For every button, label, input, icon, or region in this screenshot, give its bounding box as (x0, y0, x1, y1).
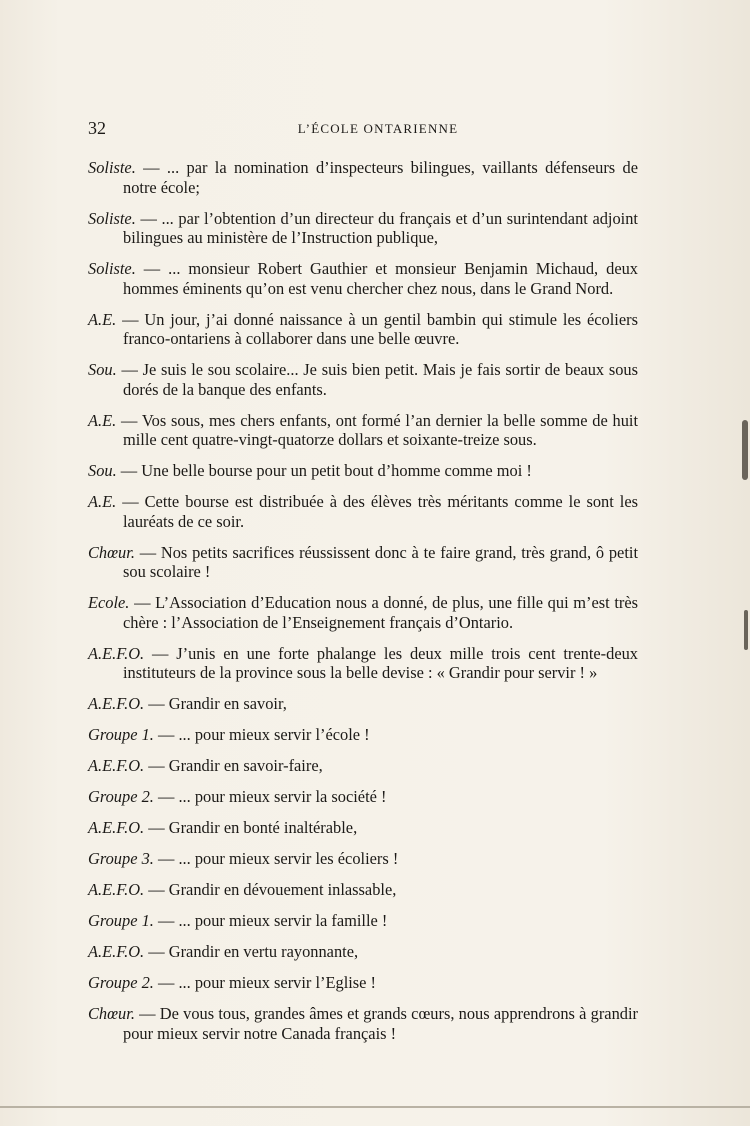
dialogue-line (88, 259, 638, 298)
line-text: — ... pour mieux servir l’Eglise ! (157, 973, 377, 992)
speaker-label: Groupe 1. (88, 725, 154, 744)
line-text: — ... par l’obtention d’un directeur du français et d’un surintendant adjoint bilingues au ministère de l’Instruction publique, (123, 208, 638, 247)
speaker-label: Ecole. (88, 593, 130, 612)
line-text: — ... pour mieux servir la famille ! (157, 911, 388, 930)
speaker-label: Soliste. (88, 259, 136, 278)
dialogue-line (88, 411, 638, 450)
running-title: L’ÉCOLE ONTARIENNE (297, 121, 459, 136)
line-text: — J’unis en une forte phalange les deux mille trois cent trente-deux instituteurs de la province sous la belle devise : « Grandir pour servir ! » (123, 643, 638, 682)
binding-edge-mark (744, 610, 748, 650)
line-text: — Grandir en bonté inaltérable, (148, 818, 358, 837)
line-text: — Grandir en savoir, (148, 694, 287, 713)
speaker-label: A.E. (88, 492, 117, 511)
binding-edge-mark (742, 420, 748, 480)
line-text: — ... pour mieux servir la société ! (157, 787, 387, 806)
dialogue-line (88, 593, 638, 632)
line-text: — ... par la nomination d’inspecteurs bilingues, vaillants défenseurs de notre école; (123, 158, 638, 197)
dialogue-line (88, 725, 638, 745)
line-text: — ... pour mieux servir les écoliers ! (157, 849, 399, 868)
speaker-label: A.E.F.O. (88, 694, 145, 713)
speaker-label: A.E. (88, 410, 117, 430)
speaker-label: Chœur. (88, 542, 135, 562)
line-text: — L’Association d’Education nous a donné, de plus, une fille qui m’est très chère : l’Association de l’Enseignement français d’Ontario. (123, 593, 638, 632)
dialogue-line (88, 973, 638, 993)
dialogue-line (88, 942, 638, 962)
line-text: — Une belle bourse pour un petit bout d’homme comme moi ! (120, 461, 532, 480)
speaker-label: A.E.F.O. (88, 818, 145, 837)
speaker-label: Groupe 1. (88, 911, 154, 930)
dialogue-line (88, 492, 638, 531)
speaker-label: A.E.F.O. (88, 756, 145, 775)
speaker-label: Groupe 2. (88, 787, 154, 806)
dialogue-line (88, 849, 638, 869)
line-text: — De vous tous, grandes âmes et grands cœurs, nous apprendrons à grandir pour mieux servir notre Canada français ! (123, 1004, 638, 1043)
speaker-label: A.E. (88, 309, 117, 329)
dialogue-line (88, 158, 638, 197)
dialogue-line (88, 543, 638, 582)
speaker-label: A.E.F.O. (88, 942, 145, 961)
speaker-label: Sou. (88, 461, 117, 480)
line-text: — ... pour mieux servir l’école ! (157, 725, 370, 744)
line-text: — Un jour, j’ai donné naissance à un gentil bambin qui stimule les écoliers franco-ontariens à collaborer dans une belle œuvre. (122, 309, 638, 348)
speaker-label: Soliste. (88, 158, 136, 177)
dialogue-line (88, 880, 638, 900)
line-text: — Grandir en dévouement inlassable, (148, 880, 397, 899)
speaker-label: Groupe 3. (88, 849, 154, 868)
page-bottom-edge (0, 1106, 750, 1108)
speaker-label: A.E.F.O. (88, 643, 145, 663)
line-text: — Grandir en vertu rayonnante, (148, 942, 359, 961)
speaker-label: A.E.F.O. (88, 880, 145, 899)
dialogue-line (88, 209, 638, 248)
speaker-label: Soliste. (88, 208, 136, 228)
page-header (88, 118, 638, 140)
speaker-label: Sou. (88, 360, 117, 379)
dialogue-line (88, 787, 638, 807)
dialogue-line (88, 310, 638, 349)
dialogue-line (88, 360, 638, 399)
line-text: — Grandir en savoir-faire, (148, 756, 323, 775)
speaker-label: Chœur. (88, 1004, 135, 1023)
dialogue-line (88, 1004, 638, 1043)
dialogue-line (88, 694, 638, 714)
dialogue-body (88, 158, 638, 1055)
page-number: 32 (88, 118, 106, 138)
dialogue-line (88, 644, 638, 683)
line-text: — Cette bourse est distribuée à des élèves très méritants comme le sont les lauréats de ce soir. (122, 492, 638, 531)
line-text: — Je suis le sou scolaire... Je suis bien petit. Mais je fais sortir de beaux sous dorés de la banque des enfants. (121, 360, 638, 399)
dialogue-line (88, 818, 638, 838)
dialogue-line (88, 756, 638, 776)
line-text: — Vos sous, mes chers enfants, ont formé l’an dernier la belle somme de huit mille cent quatre-vingt-quatorze dollars et soixante-treize sous. (121, 410, 639, 449)
dialogue-line (88, 911, 638, 931)
dialogue-line (88, 461, 638, 481)
line-text: — ... monsieur Robert Gauthier et monsieur Benjamin Michaud, deux hommes éminents qu’on est venu chercher chez nous, dans le Grand Nord. (123, 259, 638, 298)
line-text: — Nos petits sacrifices réussissent donc à te faire grand, très grand, ô petit sou scolaire ! (123, 542, 638, 581)
speaker-label: Groupe 2. (88, 973, 154, 992)
